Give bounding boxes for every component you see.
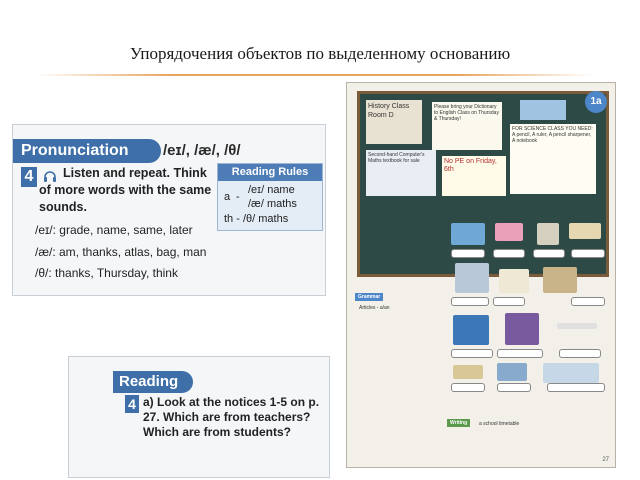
headphones-icon (43, 169, 57, 183)
pronunciation-line-3: /θ/: thanks, Thursday, think (35, 266, 178, 280)
pronunciation-banner (13, 139, 161, 163)
page-number: 27 (602, 457, 609, 463)
blank-label (571, 297, 605, 306)
blank-label (451, 383, 485, 392)
rule-letter-a: a (224, 191, 231, 203)
blank-label (451, 249, 485, 258)
reading-rules-title: Reading Rules (218, 164, 322, 181)
blank-label (451, 349, 493, 358)
pronunciation-sounds: /eɪ/, /æ/, /θ/ (163, 142, 241, 159)
item-schoolbag (505, 313, 539, 345)
note-dictionary (432, 102, 502, 150)
note-history (366, 100, 422, 144)
reading-banner-label: Reading (119, 373, 179, 390)
blank-label (571, 249, 605, 258)
pronunciation-instruction: Listen and repeat. Think of more words with the same sounds. (39, 166, 212, 214)
pronunciation-line-2: /æ/: am, thanks, atlas, bag, man (35, 245, 207, 259)
reading-card (68, 356, 330, 478)
grammar-tab: Grammar (355, 293, 383, 301)
blank-label (547, 383, 605, 392)
rule-2: /æ/ maths (248, 198, 297, 210)
item-bag (543, 267, 577, 293)
blank-label (497, 383, 531, 392)
note-science (510, 124, 596, 194)
item-book (499, 269, 529, 293)
note-pe (442, 156, 506, 196)
rule-1: /eɪ/ name (248, 184, 295, 196)
note-badge (520, 100, 566, 120)
item-atlas (497, 363, 527, 381)
reading-banner (113, 371, 193, 393)
slide-title: Упорядочения объектов по выделенному основанию (129, 44, 511, 63)
pronunciation-line-1: /eɪ/: grade, name, same, later (35, 223, 193, 237)
item-pencils (453, 365, 483, 379)
reading-instruction: a) Look at the notices 1-5 on p. 27. Which are from teachers? Which are from students? (143, 395, 320, 439)
item-sharpener (537, 223, 559, 245)
reading-rules-box (217, 163, 323, 231)
item-notebook (451, 223, 485, 245)
reading-exercise-number: 4 (125, 395, 139, 413)
item-timetable (543, 363, 599, 383)
blank-label (559, 349, 601, 358)
item-ruler (455, 263, 489, 293)
grammar-subtitle: Articles - a/an (359, 305, 390, 311)
note-pe-text: No PE on Friday, 6th (444, 158, 497, 173)
note-history-text: History Class Room D (368, 103, 410, 119)
pronunciation-card (12, 124, 326, 296)
exercise-number: 4 (21, 167, 37, 187)
unit-badge: 1a (585, 91, 607, 113)
note-second-hand (366, 150, 436, 196)
writing-tab: Writing (447, 419, 470, 427)
note-dictionary-text: Please bring your Dictionary to English Class on Thursday & Thursday! (434, 104, 499, 122)
title-underline (34, 74, 594, 76)
rule-3: th - /θ/ maths (224, 213, 289, 225)
blank-label (493, 297, 525, 306)
textbook-page (346, 82, 616, 468)
pronunciation-banner-label: Pronunciation (21, 142, 129, 159)
rule-dash: - (236, 191, 240, 203)
note-science-text: FOR SCIENCE CLASS YOU NEED: A pencil, A ruler, A pencil sharpener, A notebook (512, 126, 593, 144)
note-second-hand-text: Second-hand Computer's Maths textbook for sale (368, 152, 425, 164)
item-pen (557, 323, 597, 329)
blank-label (497, 349, 543, 358)
item-dictionary (453, 315, 489, 345)
item-eraser (495, 223, 523, 241)
item-pencil-case (569, 223, 601, 239)
blank-label (533, 249, 565, 258)
blank-label (451, 297, 489, 306)
writing-subtitle: a school timetable (479, 421, 520, 427)
blank-label (493, 249, 525, 258)
